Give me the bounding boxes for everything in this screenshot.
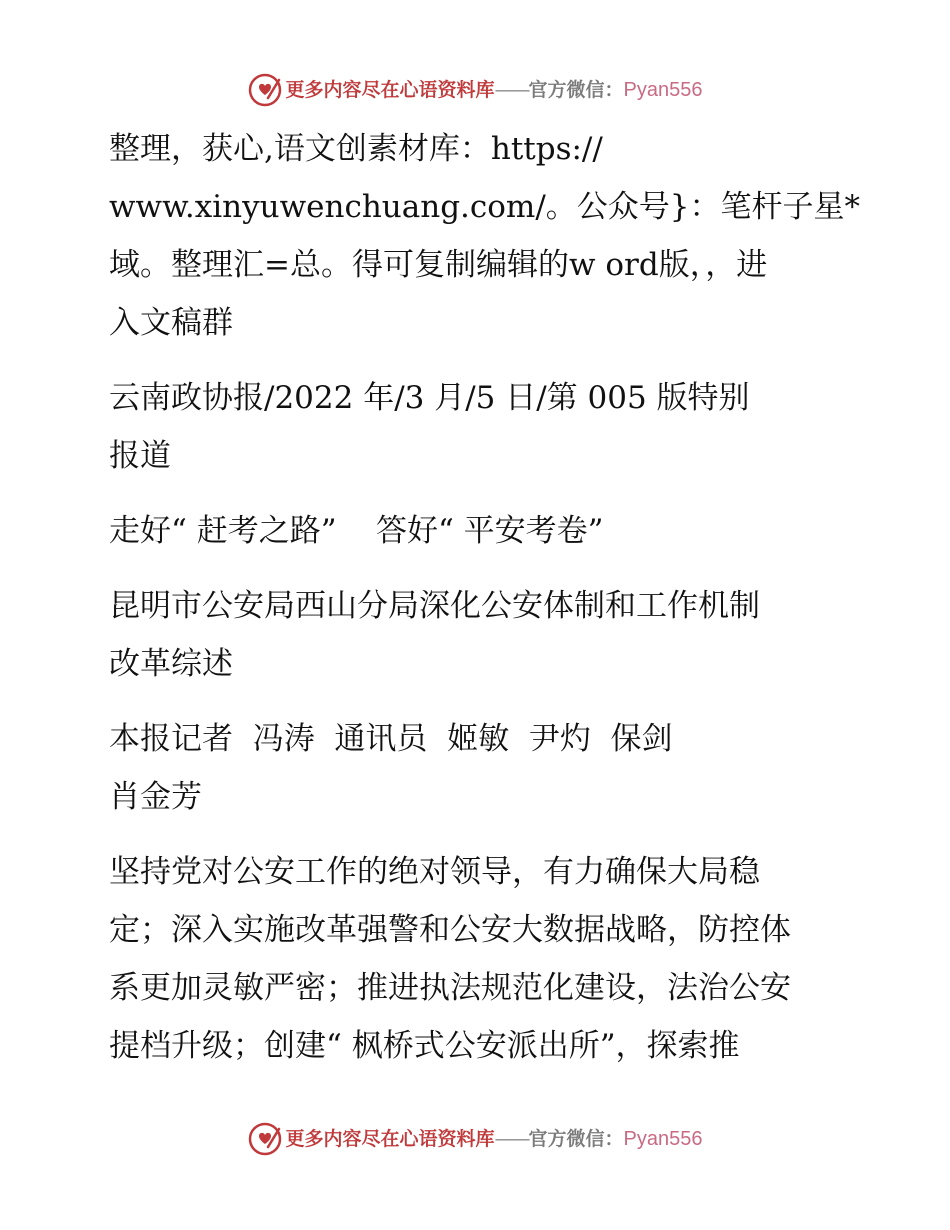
- article-body: [98, 120, 868, 1092]
- heart-pen-logo-icon: [248, 1122, 282, 1156]
- header-banner: [0, 70, 950, 110]
- heart-pen-logo-icon: [248, 73, 282, 107]
- paragraph-publication-info: 云南政协报/2022 年/3 月/5 日/第 005 版特别 报道: [109, 380, 750, 474]
- banner-wechat-label: 官方微信：: [528, 78, 624, 101]
- banner-wechat-id: Pyan556: [623, 1128, 703, 1150]
- footer-banner: [0, 1119, 950, 1159]
- banner-wechat-label: 官方微信：: [528, 1127, 624, 1150]
- banner-wechat-id: Pyan556: [623, 79, 703, 101]
- banner-dash: ——: [494, 1127, 529, 1150]
- banner-brand-text: 更多内容尽在心语资料库: [285, 1127, 495, 1150]
- banner-dash: ——: [494, 78, 529, 101]
- paragraph-byline: 本报记者 冯涛 通讯员 姬敏 尹灼 保剑 肖金芳: [109, 721, 673, 815]
- paragraph-source-note: 整理，获心,语文创素材库：https:// www.xinyuwenchuang.com/。公众号}：笔杆子星* 域。整理汇=总。得可复制编辑的w ord版，，进 入文稿群: [109, 131, 860, 341]
- paragraph-subtitle: 昆明市公安局西山分局深化公安体制和工作机制 改革综述: [109, 588, 760, 682]
- banner-brand-text: 更多内容尽在心语资料库: [285, 78, 495, 101]
- paragraph-headline: 走好“ 赶考之路” 答好“ 平安考卷”: [109, 513, 604, 549]
- paragraph-body: 坚持党对公安工作的绝对领导，有力确保大局稳 定；深入实施改革强警和公安大数据战略，防控体 系更加灵敏严密；推进执法规范化建设，法治公安 提档升级；创建“ 枫桥式公安派出所”，探索推: [109, 854, 791, 1064]
